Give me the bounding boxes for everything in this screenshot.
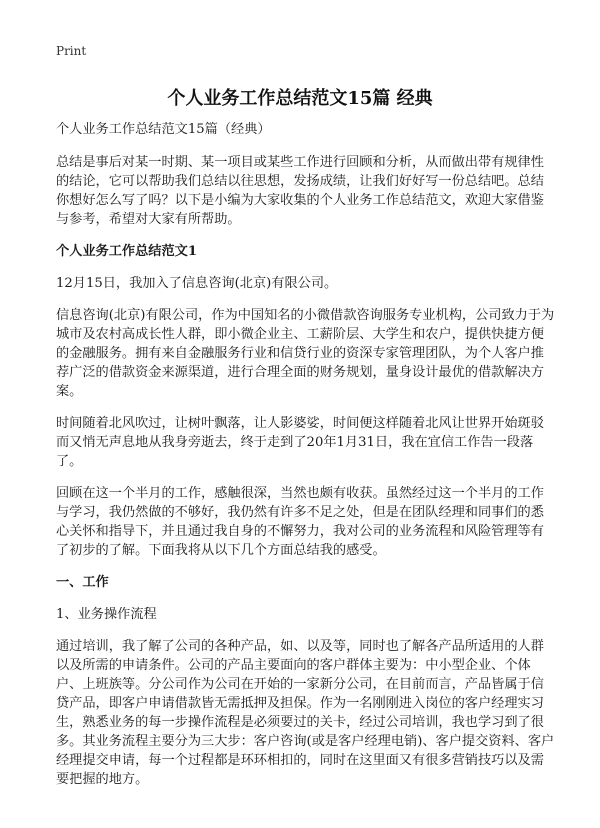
work-heading: 一、工作 (56, 575, 109, 590)
print-link[interactable]: Print (56, 44, 87, 58)
paragraph-2: 信息咨询(北京)有限公司，作为中国知名的小微借款咨询服务专业机构，公司致力于为城市及农村高成长性人群，即小微企业主、工薪阶层、大学生和农户，提供快捷方便的金融服务。拥有来自金融服务行业和信贷行业的资深专家管理团队，为个人客户推荐广泛的借款资金来源渠道，进行合理全面的财务规划，量身设计最优的借款解决方案。 (56, 308, 555, 399)
paragraph-4: 回顾在这一个半月的工作，感触很深，当然也颇有收获。虽然经过这一个半月的工作与学习，我仍然做的不够好，我仍然有许多不足之处，但是在团队经理和同事们的悉心关怀和指导下，并且通过我自身的不懈努力，我对公司的业务流程和风险管理等有了初步的了解。下面我将从以下几个方面总结我的感受。 (56, 486, 544, 558)
document-body (56, 120, 556, 802)
paragraph-5: 通过培训，我了解了公司的各种产品，如、以及等，同时也了解各产品所适用的人群以及所需的申请条件。公司的产品主要面向的客户群体主要为：中小型企业、个体户、上班族等。分公司作为公司在开始的一家新分公司，在目前而言，产品皆属于信贷产品，即客户申请借款皆无需抵押及担保。作为一名刚刚进入岗位的客户经理实习生，熟悉业务的每一步操作流程是必须要过的关卡，经过公司培训，我也学习到了很多。其业务流程主要分为三大步：客户咨询(或是客户经理电销)、客户提交资料、客户经理提交申请，每一个过程都是环环相扣的，同时在这里面又有很多营销技巧以及需要把握的地方。 (56, 639, 555, 787)
section-heading: 个人业务工作总结范文1 (56, 244, 198, 259)
document-subtitle: 个人业务工作总结范文15篇（经典） (56, 122, 271, 137)
document-title: 个人业务工作总结范文15篇 经典 (167, 88, 433, 109)
paragraph-3: 时间随着北风吹过，让树叶飘落，让人影婆娑，时间便这样随着北风让世界开始斑驳而又悄无声息地从我身旁逝去，终于走到了20年1月31日，我在宜信工作告一段落了。 (56, 416, 544, 469)
intro-paragraph: 总结是事后对某一时期、某一项目或某些工作进行回顾和分析，从而做出带有规律性的结论，它可以帮助我们总结以往思想，发扬成绩，让我们好好写一份总结吧。总结你想好怎么写了吗？以下是小编为大家收集的个人业务工作总结范文，欢迎大家借鉴与参考，希望对大家有所帮助。 (56, 155, 544, 227)
sub-heading: 1、业务操作流程 (56, 607, 157, 622)
paragraph-1: 12月15日，我加入了信息咨询(北京)有限公司。 (56, 276, 338, 291)
